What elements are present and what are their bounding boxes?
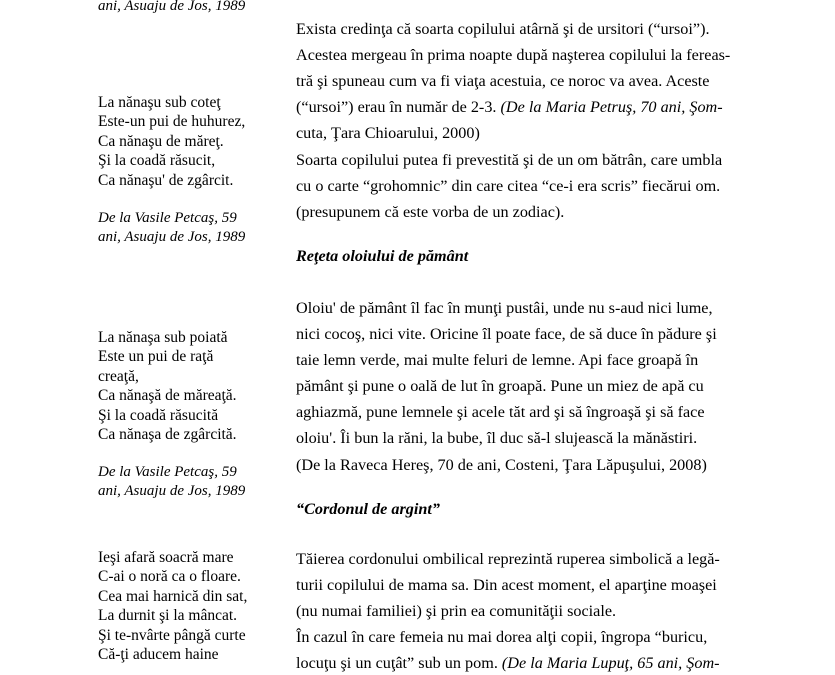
body-line: (nu numai familiei) şi prin ea comunităţii sociale.	[296, 602, 617, 621]
body-line: aghiazmă, pune lemnele şi acele tăt ard şi să îngroaşă şi să face	[296, 403, 705, 422]
body-line: nici cocoş, nici vite. Oricine îl poate face, de să duce în pădure şi	[296, 325, 717, 344]
verse-line: Şi la coadă răsucită	[98, 406, 219, 424]
verse-line: Că-ţi aducem haine	[98, 646, 219, 664]
verse-block-3	[98, 548, 247, 664]
verse-block-2	[98, 328, 237, 444]
paragraph-soarta	[296, 147, 722, 225]
body-line: Acestea mergeau în prima noapte după naşterea copilului la fereas-	[296, 46, 731, 65]
body-text: locuţu şi un cuţât” sub un pom.	[296, 654, 502, 673]
body-line: În cazul în care femeia nu mai dorea alţi copii, îngropa “buricu,	[296, 628, 708, 647]
body-line-with-citation	[296, 650, 720, 675]
verse-line: La nănaşu sub coteţ	[98, 94, 221, 111]
verse-line: La durnit şi la mâncat.	[98, 607, 238, 625]
citation-text: (De la Maria Lupuţ, 65 ani, Şom-	[501, 654, 720, 673]
citation-line: cuta, Ţara Chioarului, 2000)	[296, 124, 480, 143]
verse-line: Ca nănaşă de măreaţă.	[98, 387, 237, 405]
verse-line: Este un pui de raţă	[98, 348, 214, 366]
body-line: Oloiu' de pământ îl fac în munţi pustâi, unde nu s-aud nici lume,	[296, 299, 713, 317]
body-line: Exista credinţa că soarta copilului atârnă şi de ursitori (“ursoi”).	[296, 20, 710, 38]
verse-line: creaţă,	[98, 367, 139, 385]
verse-line: Ca nănaşu de măreţ.	[98, 132, 224, 150]
verse-line: Şi la coadă răsucit,	[98, 152, 216, 170]
source-line: De la Vasile Petcaş, 59	[98, 464, 237, 480]
paragraph-ursitori	[296, 16, 730, 146]
source-line: ani, Asuaju de Jos, 1989	[98, 229, 246, 246]
source-line: ani, Asuaju de Jos, 1989	[98, 483, 246, 500]
body-line: turii copilului de mama sa. Din acest moment, el aparţine moaşei	[296, 576, 717, 595]
verse-line: Este-un pui de huhurez,	[98, 113, 246, 131]
body-line: oloiu'. Îi bun la răni, la bube, îl duc să-l slujească la mănăstiri.	[296, 429, 698, 448]
verse-source-2	[98, 463, 245, 502]
paragraph-cordon	[296, 546, 720, 675]
source-line: De la Vasile Petcaş, 59	[98, 210, 237, 226]
body-line: taie lemn verde, mai multe feluri de lemne. Api face groapă în	[296, 351, 699, 370]
verse-line: Ca nănaşu' de zgârcit.	[98, 171, 234, 189]
verse-source-1	[98, 209, 245, 248]
verse-line: Şi te-nvârte pângă curte	[98, 626, 246, 644]
section-heading-cordonul: “Cordonul de argint”	[296, 500, 440, 518]
body-line: Soarta copilului putea fi prevestită şi de un om bătrân, care umbla	[296, 151, 723, 169]
body-text: (“ursoi”) erau în număr de 2-3.	[296, 98, 501, 117]
verse-line: C-ai o noră ca o floare.	[98, 568, 241, 586]
verse-block-1	[98, 93, 245, 190]
section-heading-reteta: Reţeta oloiului de pământ	[296, 247, 469, 265]
paragraph-oloiu	[296, 295, 717, 478]
body-line: Tăierea cordonului ombilical reprezintă ruperea simbolică a legă-	[296, 550, 720, 568]
verse-line: La nănaşa sub poiată	[98, 329, 228, 346]
body-line-with-citation	[296, 94, 730, 120]
verse-line: Ca nănaşa de zgârcită.	[98, 426, 237, 444]
body-line: tră şi spuneau cum va fi viaţa acestuia, ce noroc va avea. Aceste	[296, 72, 710, 91]
body-line: cu o carte “grohomnic” din care citea “ce-i era scris” fiecărui om.	[296, 177, 721, 196]
citation-line: (De la Raveca Hereş, 70 de ani, Costeni, Ţara Lăpuşului, 2008)	[296, 455, 707, 474]
body-line: (presupunem că este vorba de un zodiac).	[296, 203, 565, 222]
citation-text: (De la Maria Petruş, 70 ani, Şom-	[500, 98, 723, 117]
verse-line: Cea mai harnică din sat,	[98, 587, 248, 605]
orphan-source-tail: ani, Asuaju de Jos, 1989	[98, 0, 246, 14]
verse-line: Ieşi afară soacră mare	[98, 549, 234, 566]
body-line: pământ şi pune o oală de lut în groapă. Pune un miez de apă cu	[296, 377, 704, 396]
